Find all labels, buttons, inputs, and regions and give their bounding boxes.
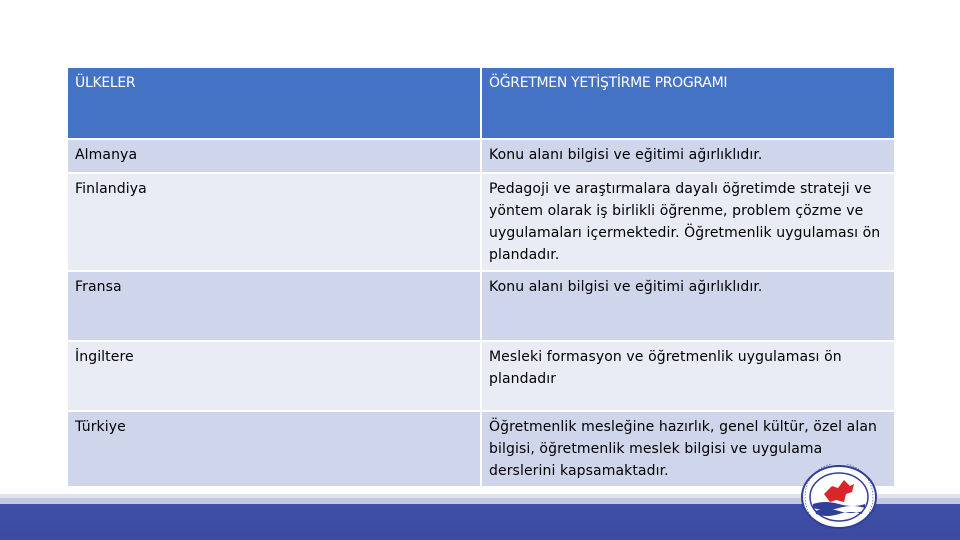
program-cell: Mesleki formasyon ve öğretmenlik uygulaması ön plandadır [482,342,894,410]
countries-table [66,66,896,488]
program-cell: Öğretmenlik mesleğine hazırlık, genel kültür, özel alan bilgisi, öğretmenlik meslek bilgisi ve uygulama derslerini kapsamaktadır. [482,412,894,486]
program-cell: Pedagoji ve araştırmalara dayalı öğretimde strateji ve yöntem olarak iş birlikli öğrenme, problem çözme ve uygulamaları içermektedir. Öğretmenlik uygulaması ön plandadır. [482,174,894,270]
table-row [68,140,894,172]
country-cell: Fransa [68,272,480,340]
header-program: ÖĞRETMEN YETİŞTİRME PROGRAMI [482,68,894,138]
table-row [68,412,894,486]
table-row [68,174,894,270]
country-cell: Finlandiya [68,174,480,270]
university-seal-logo-icon [800,464,878,530]
table-row [68,342,894,410]
country-cell: İngiltere [68,342,480,410]
header-countries: ÜLKELER [68,68,480,138]
table-header-row [68,68,894,138]
program-cell: Konu alanı bilgisi ve eğitimi ağırlıklıdır. [482,140,894,172]
table-row [68,272,894,340]
country-cell: Almanya [68,140,480,172]
program-cell: Konu alanı bilgisi ve eğitimi ağırlıklıdır. [482,272,894,340]
country-cell: Türkiye [68,412,480,486]
